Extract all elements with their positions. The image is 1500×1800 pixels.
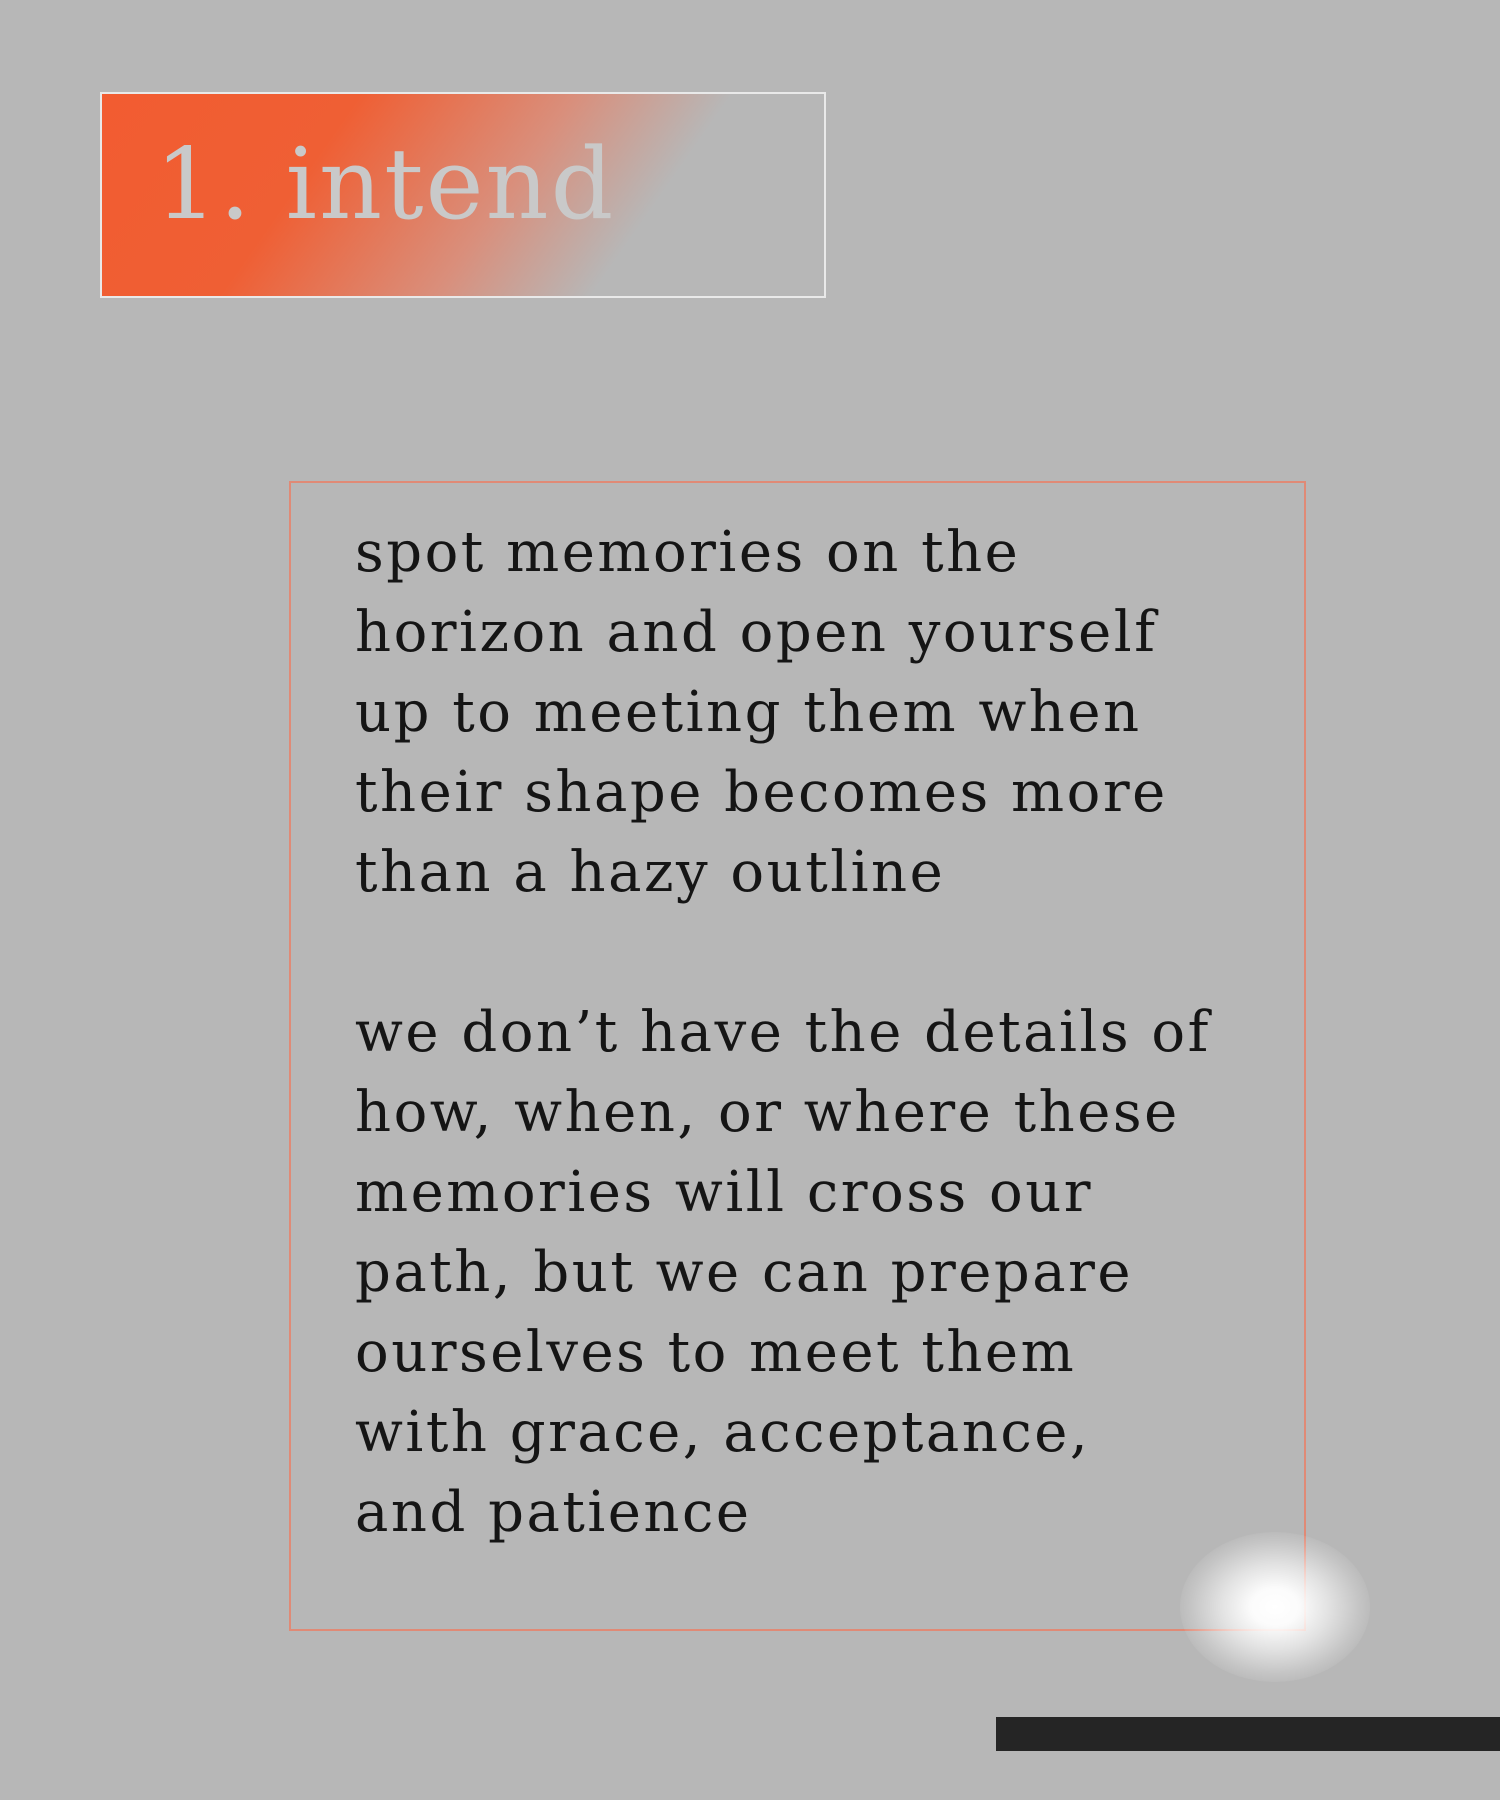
- text-line: memories will cross our: [355, 1160, 1094, 1225]
- paragraph-2: [355, 993, 1255, 1553]
- text-line: we don’t have the details of: [355, 1000, 1211, 1065]
- text-line: spot memories on the: [355, 520, 1021, 585]
- text-frame: [289, 481, 1306, 1631]
- body-text: [355, 513, 1255, 1553]
- bottom-bar: [996, 1717, 1500, 1751]
- title-card: [100, 92, 826, 298]
- paragraph-1: [355, 513, 1255, 913]
- text-line: ourselves to meet them: [355, 1320, 1077, 1385]
- text-line: than a hazy outline: [355, 840, 946, 905]
- page-title: 1. intend: [155, 128, 616, 242]
- text-line: path, but we can prepare: [355, 1240, 1134, 1305]
- text-line: horizon and open yourself: [355, 600, 1158, 665]
- text-line: with grace, acceptance,: [355, 1400, 1091, 1465]
- text-line: how, when, or where these: [355, 1080, 1180, 1145]
- text-line: up to meeting them when: [355, 680, 1142, 745]
- text-line: and patience: [355, 1480, 752, 1545]
- text-line: their shape becomes more: [355, 760, 1168, 825]
